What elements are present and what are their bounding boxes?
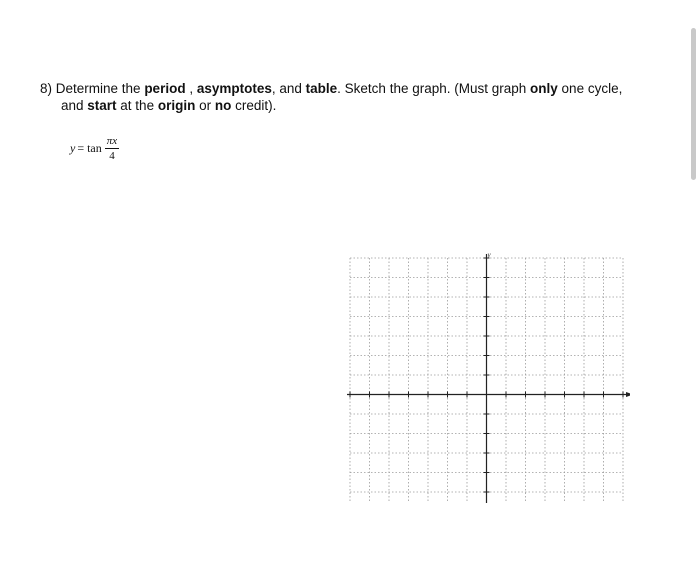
line2-segment-6: credit). [231,98,277,113]
line2-segment-0: and [61,98,88,113]
line1-segment-1: period [144,81,186,96]
line2-segment-5: no [214,98,232,113]
question-number: 8) [40,81,53,96]
question-line-1-text [52,81,622,96]
line2-segment-4: or [195,98,215,113]
line1-segment-8: one cycle, [557,81,623,96]
formula-lhs: y [70,141,76,155]
scrollbar[interactable] [691,28,696,180]
line2-segment-2: at the [116,98,158,113]
question-line-2 [40,97,660,114]
line2-segment-1: start [87,98,117,113]
line1-segment-3: asymptotes [196,81,272,96]
line1-segment-4: , and [271,81,306,96]
line1-segment-7: only [530,81,558,96]
line1-segment-6: . Sketch the graph. (Must graph [337,81,531,96]
formula-denominator: 4 [109,150,115,162]
y-axis-label: y [487,251,491,259]
question-line-1 [40,80,660,97]
formula-fraction [105,135,119,162]
graph-grid [340,248,630,503]
formula [70,135,119,162]
formula-numerator: πx [106,135,118,147]
x-axis-arrow [626,392,630,397]
line1-segment-0: Determine the [52,81,145,96]
line2-segment-3: origin [157,98,196,113]
line1-segment-2: , [185,81,197,96]
question-text [40,80,660,114]
formula-equals-tan: = tan [77,141,102,155]
line1-segment-5: table [305,81,338,96]
